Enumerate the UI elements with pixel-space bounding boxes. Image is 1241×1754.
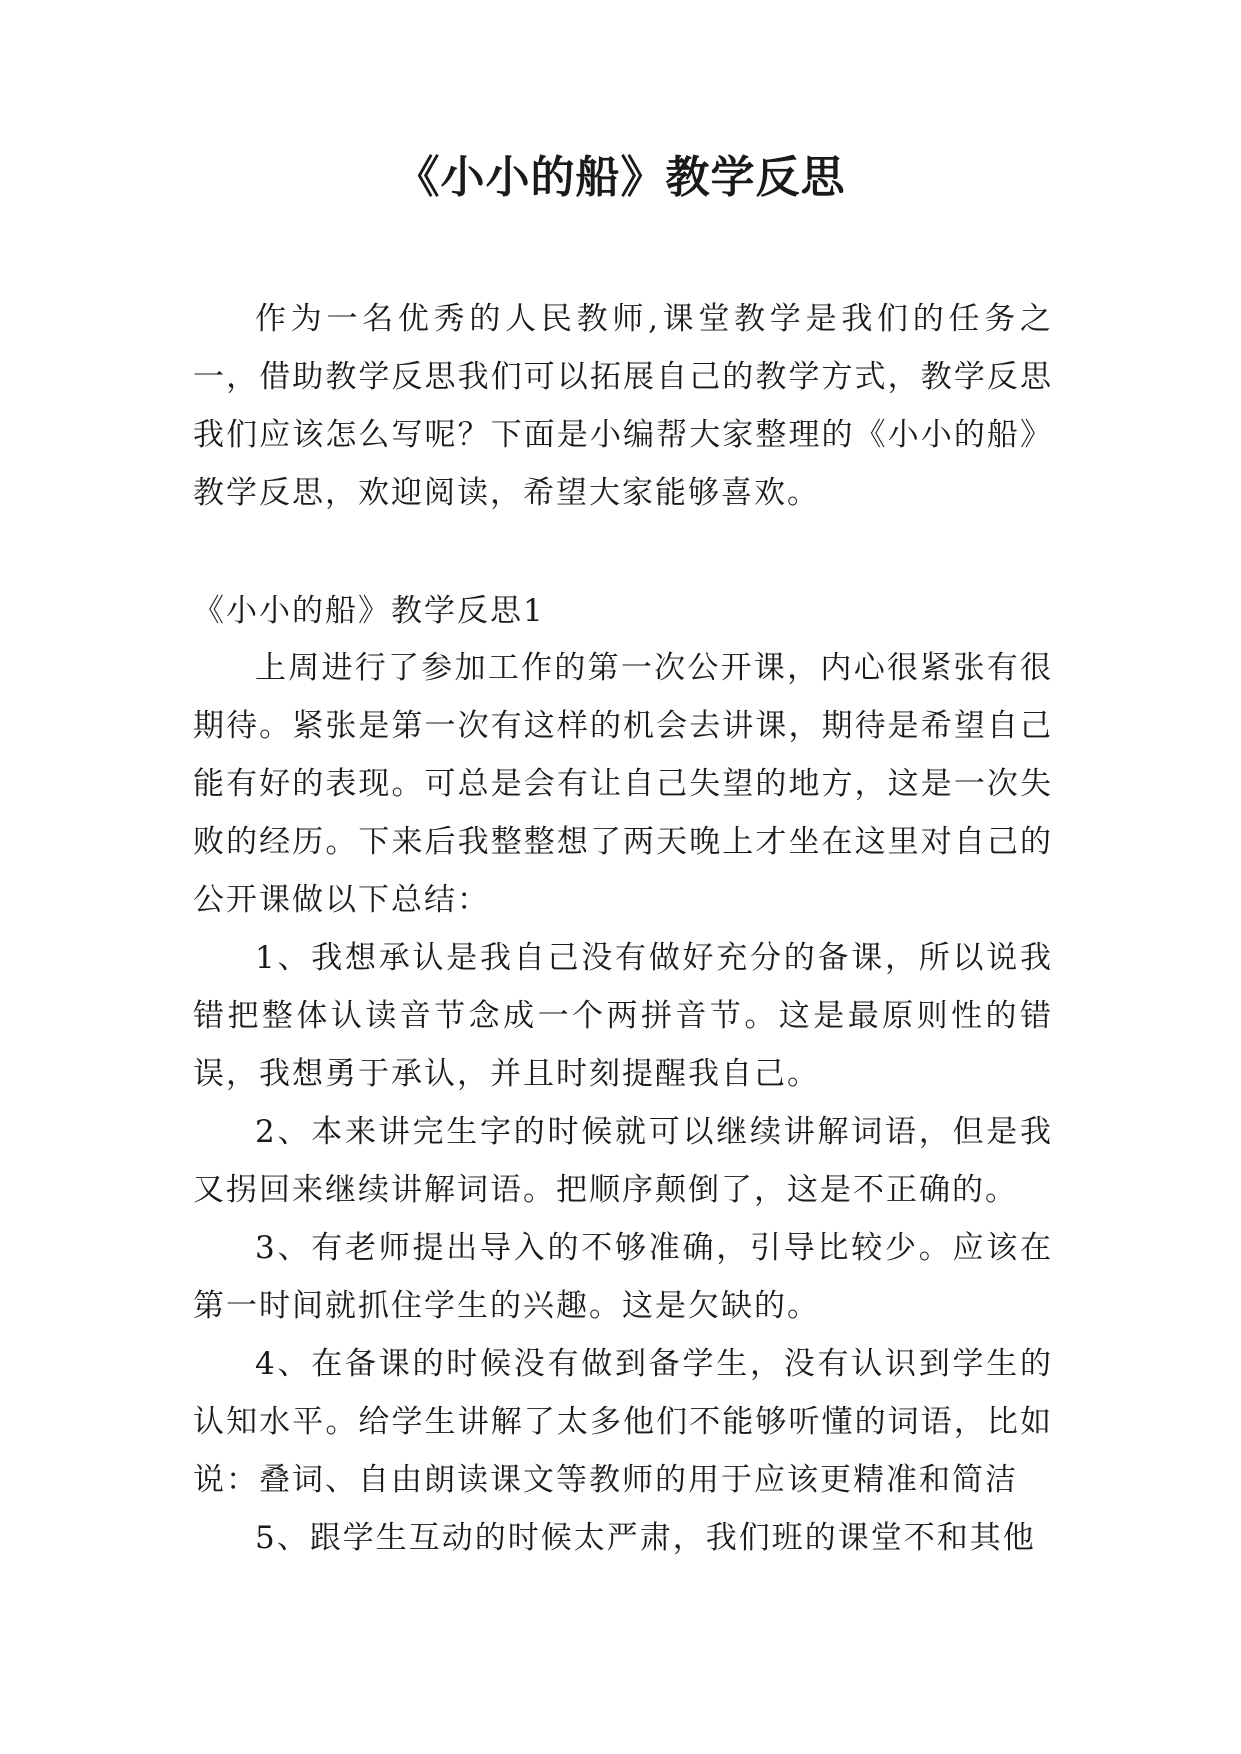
body-paragraph: 4、在备课的时候没有做到备学生，没有认识到学生的认知水平。给学生讲解了太多他们不能够听懂的词语，比如说：叠词、自由朗读课文等教师的用于应该更精准和简洁 [193,1346,1053,1498]
body-paragraph: 1、我想承认是我自己没有做好充分的备课，所以说我错把整体认读音节念成一个两拼音节。这是最原则性的错误，我想勇于承认，并且时刻提醒我自己。 [193,940,1053,1092]
body-paragraph: 5、跟学生互动的时候太严肃，我们班的课堂不和其他 [255,1520,1036,1556]
document-title: 《小小的船》教学反思 [395,152,846,203]
intro-block [193,290,1053,522]
section-heading: 《小小的船》教学反思1 [193,593,545,629]
body-paragraph: 上周进行了参加工作的第一次公开课，内心很紧张有很期待。紧张是第一次有这样的机会去讲课，期待是希望自己能有好的表现。可总是会有让自己失望的地方，这是一次失败的经历。下来后我整整想了两天晚上才坐在这里对自己的公开课做以下总结： [193,650,1053,918]
section-body [193,639,1053,1567]
body-paragraph: 3、有老师提出导入的不够准确，引导比较少。应该在第一时间就抓住学生的兴趣。这是欠缺的。 [193,1230,1053,1324]
intro-paragraph: 作为一名优秀的人民教师,课堂教学是我们的任务之一，借助教学反思我们可以拓展自己的教学方式，教学反思我们应该怎么写呢？下面是小编帮大家整理的《小小的船》教学反思，欢迎阅读，希望大家能够喜欢。 [193,301,1053,511]
body-paragraph: 2、本来讲完生字的时候就可以继续讲解词语，但是我又拐回来继续讲解词语。把顺序颠倒了，这是不正确的。 [193,1114,1053,1208]
